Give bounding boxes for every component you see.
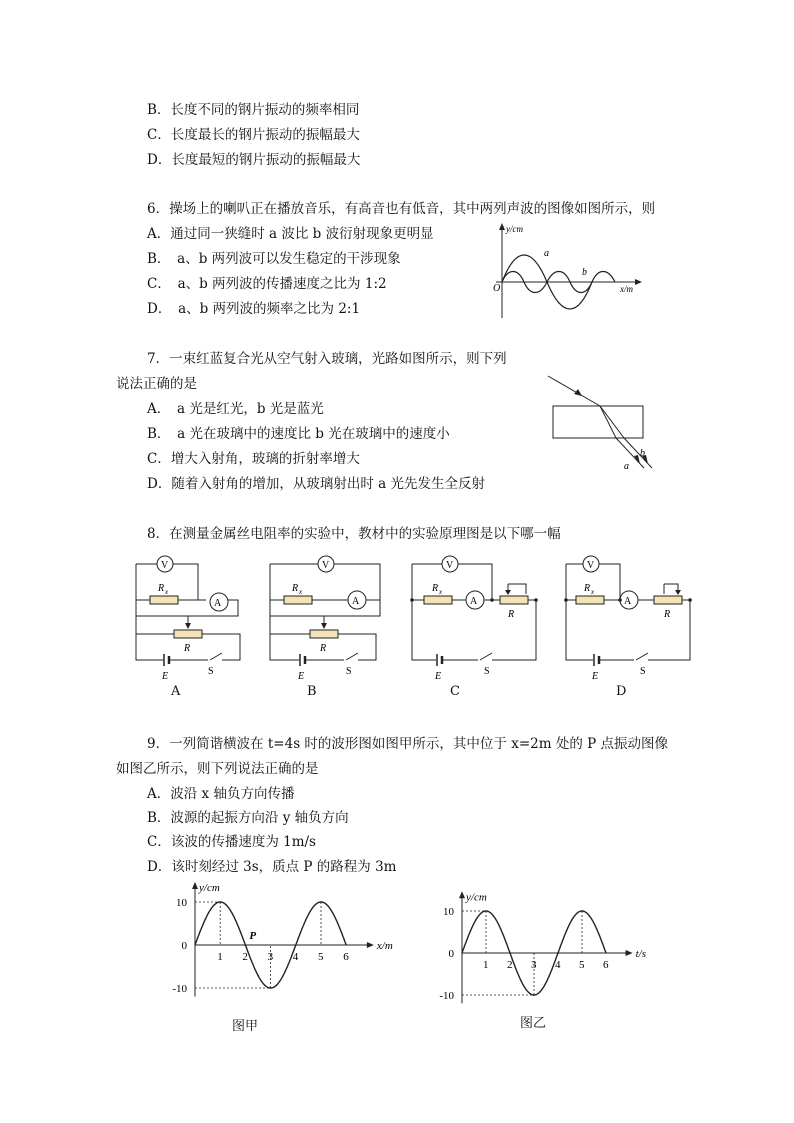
q6-wave-figure bbox=[488, 220, 648, 325]
x-tick-label: 3 bbox=[267, 951, 274, 963]
y-tick-label: -10 bbox=[172, 983, 187, 995]
rx-sub: x bbox=[299, 588, 303, 596]
x-tick-label: 2 bbox=[242, 951, 248, 963]
voltmeter-label: V bbox=[322, 560, 330, 571]
rx-label: R bbox=[292, 583, 299, 594]
battery-label: E bbox=[592, 671, 599, 680]
glass-block bbox=[553, 406, 643, 438]
q7-option-d: D．随着入射角的增加，从玻璃射出时 a 光先发生全反射 bbox=[147, 476, 485, 492]
q7-option-a: A． a 光是红光，b 光是蓝光 bbox=[147, 401, 324, 417]
q6-option-d: D． a、b 两列波的频率之比为 2:1 bbox=[147, 301, 361, 317]
q9-option-d: D．该时刻经过 3s，质点 P 的路程为 3m bbox=[147, 859, 397, 875]
y-tick-label: -10 bbox=[439, 990, 454, 1002]
x-tick-label: 6 bbox=[343, 951, 349, 963]
q7-stem-line1: 7．一束红蓝复合光从空气射入玻璃，光路如图所示，则下列 bbox=[147, 351, 507, 367]
rx-sub: x bbox=[439, 588, 443, 596]
switch-label: S bbox=[346, 666, 352, 677]
voltmeter-label: V bbox=[161, 560, 169, 571]
q7-light-figure bbox=[540, 370, 680, 475]
y-axis-label: y/cm bbox=[466, 891, 487, 904]
x-tick-label: 2 bbox=[507, 959, 513, 971]
battery-label: E bbox=[162, 671, 169, 680]
q7-option-c: C．增大入射角，玻璃的折射率增大 bbox=[147, 451, 360, 467]
x-axis-arrow bbox=[367, 942, 374, 948]
wave-graph-jia bbox=[165, 875, 405, 1005]
x-axis-arrow bbox=[626, 950, 633, 956]
circuit-caption-d: D bbox=[616, 684, 627, 699]
x-tick-label: 5 bbox=[579, 959, 585, 971]
vibration-graph-yi bbox=[432, 880, 662, 1010]
ammeter-label: A bbox=[470, 596, 478, 607]
x-tick-label: 5 bbox=[318, 951, 324, 963]
circuit-d bbox=[560, 550, 700, 680]
q6-option-b: B． a、b 两列波可以发生稳定的干涉现象 bbox=[147, 251, 401, 267]
q6-ylabel: y/cm bbox=[506, 224, 523, 234]
rx-sub: x bbox=[165, 588, 169, 596]
q7-stem-line2: 说法正确的是 bbox=[116, 376, 197, 392]
ammeter-label: A bbox=[214, 598, 222, 609]
rheostat-label: R bbox=[184, 643, 191, 654]
ammeter-label: A bbox=[352, 596, 360, 607]
battery-label: E bbox=[435, 671, 442, 680]
q9-option-c: C．该波的传播速度为 1m/s bbox=[147, 834, 316, 850]
q6-origin: O bbox=[493, 283, 501, 294]
voltmeter-label: V bbox=[587, 560, 595, 571]
rheostat-label: R bbox=[508, 609, 515, 620]
q9-stem-line2: 如图乙所示，则下列说法正确的是 bbox=[116, 761, 319, 777]
q8-stem: 8．在测量金属丝电阻率的实验中，教材中的实验原理图是以下哪一幅 bbox=[147, 526, 561, 542]
switch-label: S bbox=[640, 666, 646, 677]
y-axis-arrow bbox=[192, 882, 198, 889]
circuit-caption-c: C bbox=[450, 684, 460, 699]
circuit-b bbox=[262, 550, 387, 680]
y-tick-label: 0 bbox=[448, 948, 454, 960]
x-tick-label: 4 bbox=[292, 951, 299, 963]
graph-caption-jia: 图甲 bbox=[232, 1019, 259, 1034]
switch-label: S bbox=[484, 666, 490, 677]
rx-label: R bbox=[158, 583, 165, 594]
x-tick-label: 1 bbox=[483, 959, 489, 971]
circuit-c bbox=[404, 550, 544, 680]
y-axis-arrow bbox=[459, 891, 465, 898]
x-tick-label: 6 bbox=[603, 959, 609, 971]
y-tick-label: 10 bbox=[443, 906, 454, 918]
rx-label: R bbox=[584, 583, 591, 594]
y-axis-label: y/cm bbox=[199, 881, 220, 894]
x-tick-label: 4 bbox=[555, 959, 561, 971]
x-tick-label: 1 bbox=[217, 951, 223, 963]
x-axis-label: x/m bbox=[376, 940, 393, 952]
q7-label-a: a bbox=[624, 461, 629, 472]
rx-label: R bbox=[432, 583, 439, 594]
q7-option-b: B． a 光在玻璃中的速度比 b 光在玻璃中的速度小 bbox=[147, 426, 450, 442]
q6-option-a: A．通过同一狭缝时 a 波比 b 波衍射现象更明显 bbox=[147, 226, 434, 242]
q6-label-a: a bbox=[544, 248, 549, 259]
switch-label: S bbox=[208, 666, 214, 677]
point-p-label: P bbox=[249, 930, 257, 942]
q6-option-c: C． a、b 两列波的传播速度之比为 1:2 bbox=[147, 276, 387, 292]
circuit-a bbox=[128, 550, 248, 680]
ammeter-label: A bbox=[624, 596, 632, 607]
q6-xlabel: x/m bbox=[620, 284, 633, 294]
battery-label: E bbox=[298, 671, 305, 680]
rheostat-label: R bbox=[320, 643, 327, 654]
y-tick-label: 10 bbox=[176, 897, 187, 909]
voltmeter-label: V bbox=[446, 560, 454, 571]
x-axis-label: t/s bbox=[635, 948, 647, 960]
q9-stem-line1: 9．一列简谐横波在 t=4s 时的波形图如图甲所示，其中位于 x=2m 处的 P 点振动图像 bbox=[147, 736, 668, 752]
q5-option-b: B．长度不同的钢片振动的频率相同 bbox=[147, 102, 360, 118]
q5-option-d: D．长度最短的钢片振动的振幅最大 bbox=[147, 152, 361, 168]
x-tick-label: 3 bbox=[531, 959, 537, 971]
rx-sub: x bbox=[591, 588, 595, 596]
graph-caption-yi: 图乙 bbox=[520, 1016, 547, 1031]
q6-label-b: b bbox=[582, 267, 587, 278]
circuit-caption-b: B bbox=[307, 684, 317, 699]
circuit-caption-a: A bbox=[171, 684, 181, 699]
rheostat-label: R bbox=[664, 609, 671, 620]
q6-stem: 6．操场上的喇叭正在播放音乐，有高音也有低音，其中两列声波的图像如图所示，则 bbox=[147, 201, 656, 217]
q9-option-a: A．波沿 x 轴负方向传播 bbox=[147, 786, 295, 802]
q9-option-b: B．波源的起振方向沿 y 轴负方向 bbox=[147, 810, 349, 826]
q5-option-c: C．长度最长的钢片振动的振幅最大 bbox=[147, 127, 360, 143]
y-tick-label: 0 bbox=[181, 940, 187, 952]
q7-label-b: b bbox=[640, 448, 645, 459]
